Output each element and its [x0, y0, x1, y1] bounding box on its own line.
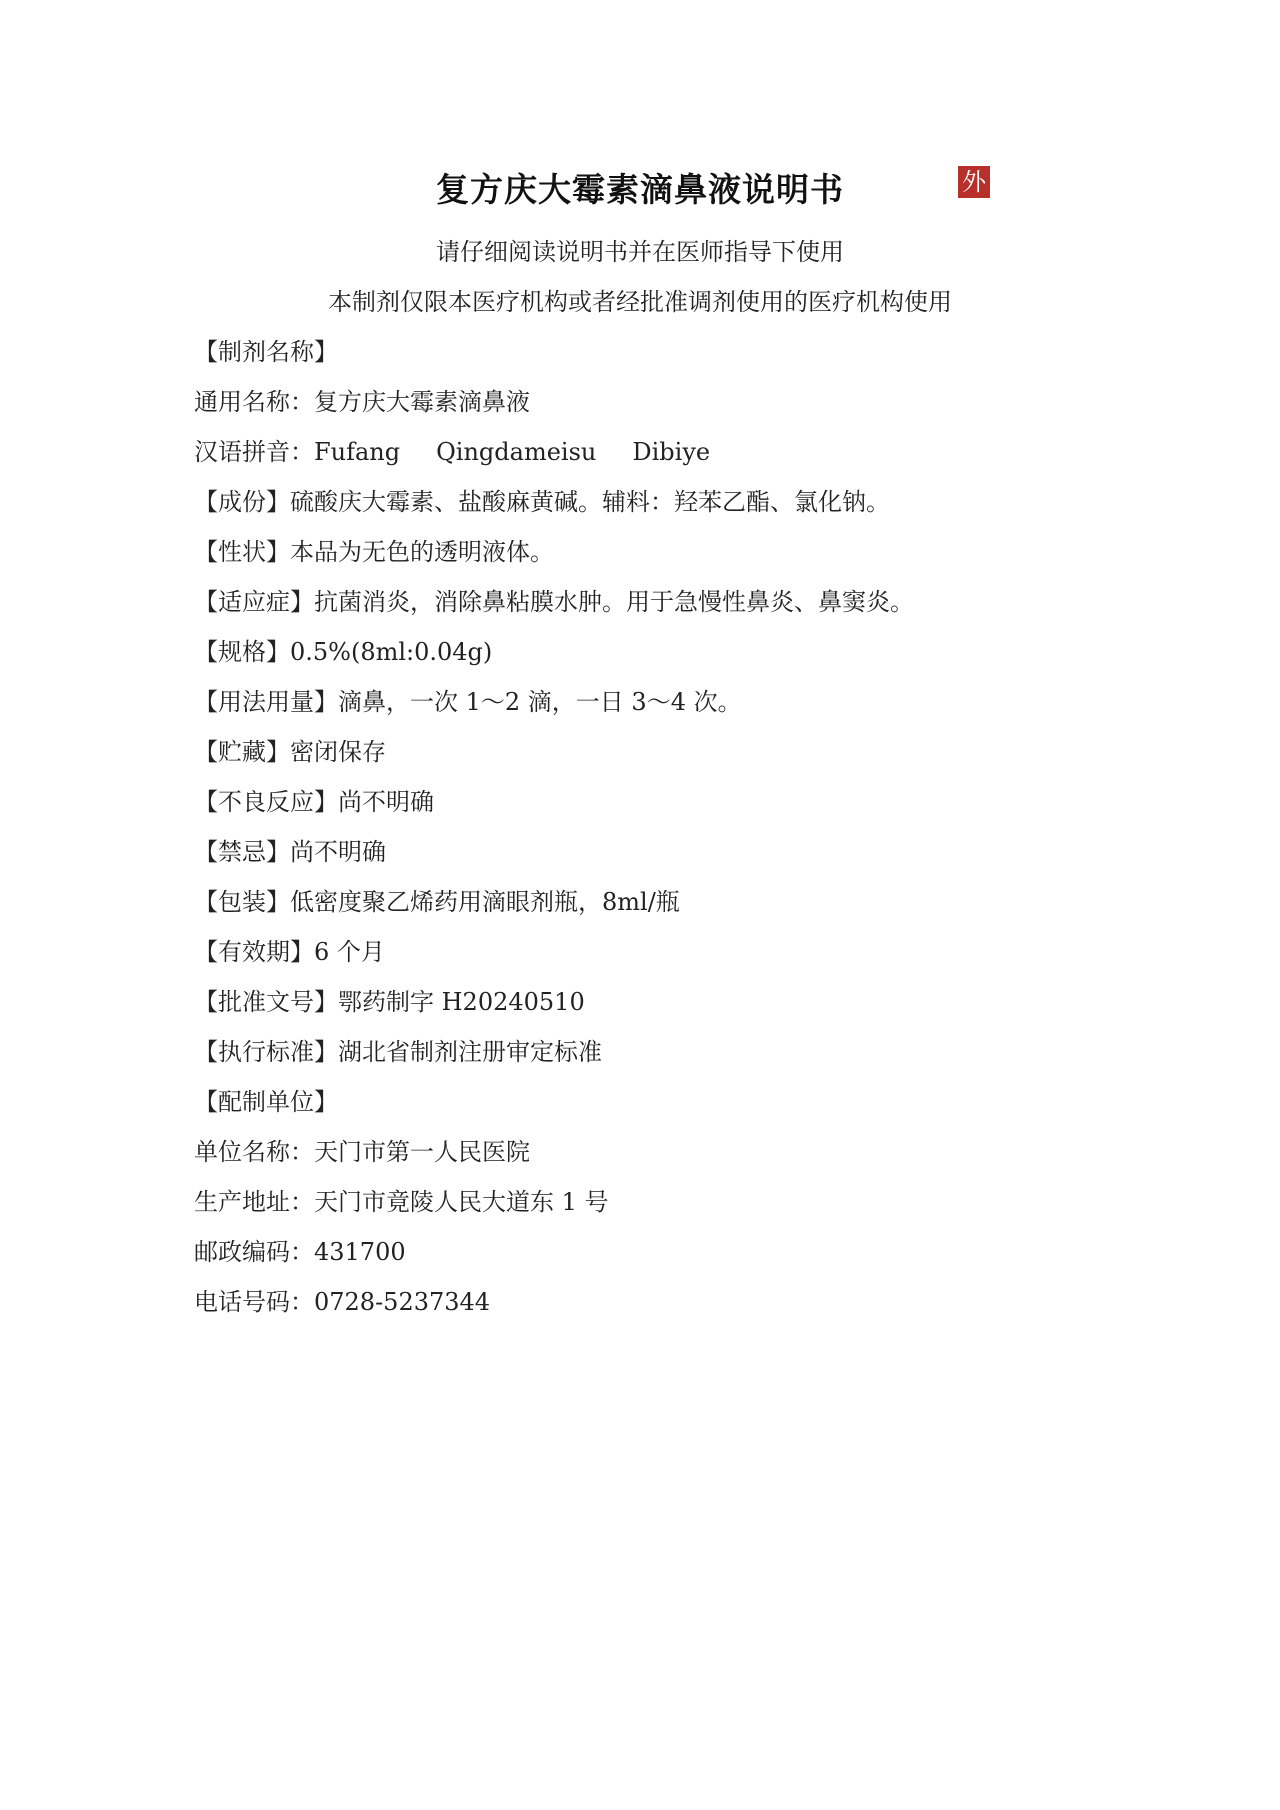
specification: 【规格】0.5%(8ml:0.04g) — [194, 638, 493, 666]
packaging: 【包装】低密度聚乙烯药用滴眼剂瓶，8ml/瓶 — [194, 888, 680, 916]
pinyin-label: 汉语拼音：Fufang — [194, 438, 401, 466]
pinyin-name — [194, 432, 1194, 467]
usage-restriction-notice: 本制剂仅限本医疗机构或者经批准调剂使用的医疗机构使用 — [328, 288, 952, 316]
storage: 【贮藏】密闭保存 — [194, 738, 386, 766]
dosage: 【用法用量】滴鼻，一次 1～2 滴，一日 3～4 次。 — [194, 688, 742, 716]
description: 【性状】本品为无色的透明液体。 — [194, 538, 554, 566]
manufacturer-header: 【配制单位】 — [194, 1088, 338, 1116]
prep-name-header: 【制剂名称】 — [194, 338, 338, 366]
composition: 【成份】硫酸庆大霉素、盐酸麻黄碱。辅料：羟苯乙酯、氯化钠。 — [194, 488, 890, 516]
validity: 【有效期】6 个月 — [194, 938, 385, 966]
unit-name: 单位名称：天门市第一人民医院 — [194, 1138, 530, 1166]
contraindications: 【禁忌】尚不明确 — [194, 838, 386, 866]
phone-number: 电话号码：0728-5237344 — [194, 1288, 491, 1316]
generic-name: 通用名称：复方庆大霉素滴鼻液 — [194, 388, 530, 416]
standard: 【执行标准】湖北省制剂注册审定标准 — [194, 1038, 602, 1066]
external-use-badge: 外 — [958, 166, 990, 198]
indications: 【适应症】抗菌消炎，消除鼻粘膜水肿。用于急慢性鼻炎、鼻窦炎。 — [194, 588, 914, 616]
reading-notice: 请仔细阅读说明书并在医师指导下使用 — [436, 238, 844, 266]
adverse-reactions: 【不良反应】尚不明确 — [194, 788, 434, 816]
address: 生产地址：天门市竟陵人民大道东 1 号 — [194, 1188, 609, 1216]
postal-code: 邮政编码：431700 — [194, 1238, 406, 1266]
pinyin-word-2: Qingdameisu — [436, 438, 597, 466]
document-title: 复方庆大霉素滴鼻液说明书 — [436, 170, 844, 209]
pinyin-word-3: Dibiye — [632, 438, 711, 466]
approval-number: 【批准文号】鄂药制字 H20240510 — [194, 988, 585, 1016]
